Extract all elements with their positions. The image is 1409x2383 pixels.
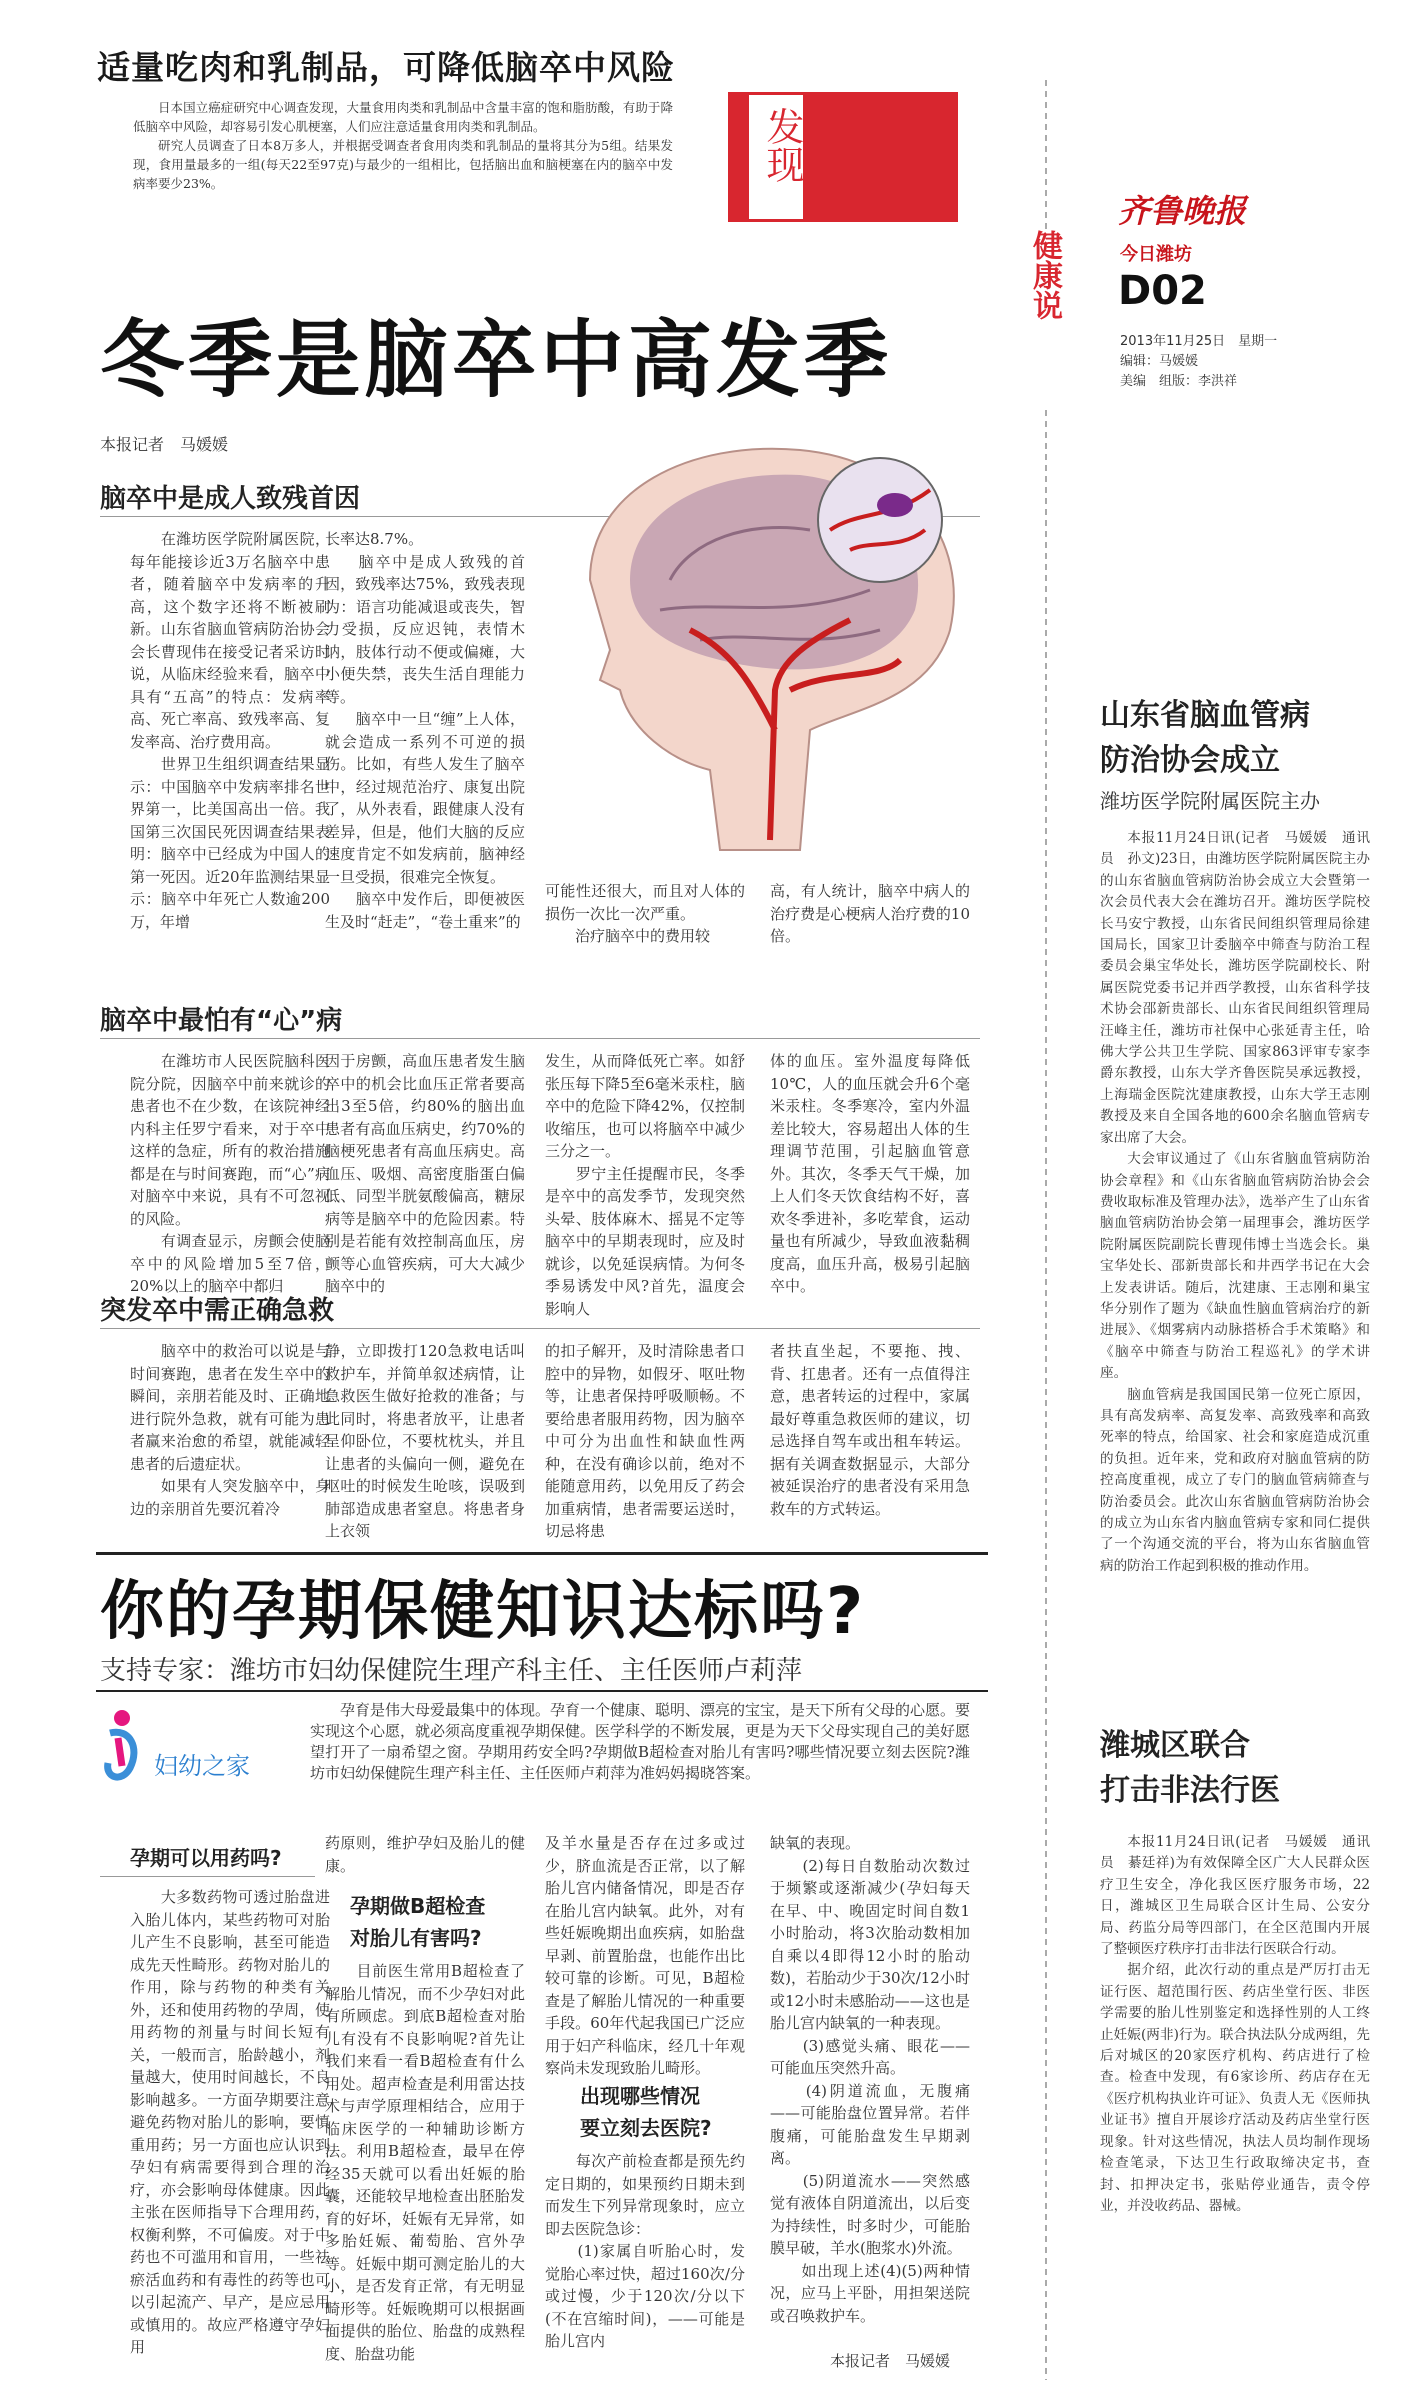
section2-rule: [100, 1038, 980, 1039]
preg-col2-top: 药原则，维护孕妇及胎儿的健康。: [325, 1834, 525, 1875]
sec3-col2: 静，立即拨打120急救电话叫救护车，并简单叙述病情，让急救医生做好抢救的准备；与此同时，将患者放平，让患者呈仰卧位，不要枕枕头，并且让患者的头偏向一侧，避免在呕吐的时候发生呛咳，误吸到肺部造成患者窒息。将患者身上衣领: [325, 1342, 525, 1540]
section3-title: 突发卒中需正确急救: [100, 1296, 335, 1326]
q1-rule: [100, 1876, 315, 1877]
brain-illustration: [550, 430, 990, 870]
sec1-col4: 高，有人统计，脑卒中病人的治疗费是心梗病人治疗费的10倍。: [770, 882, 970, 945]
preg-col3b: 每次产前检查都是预先约定日期的，如果预约日期未到而发生下列异常现象时，应立即去医院急诊： (1)家属自听胎心时，发觉胎心率过快，超过160次/分或过慢，少于120次/分以下(不在宫缩时间)，——可能是胎儿宫内: [545, 2152, 745, 2350]
pregnancy-top-rule: [96, 1552, 988, 1555]
story2-headline-2: 打击非法行医: [1100, 1773, 1280, 1808]
story2-para: 本报11月24日讯(记者 马媛媛 通讯员 綦廷祥)为有效保障全区广大人民群众医疗卫生安全，净化我区医疗服务市场，22日，潍城区卫生局联合区计生局、公安分局、药监分局等四部门，在全区范围内开展了整顿医疗秩序打击非法行医联合行动。: [1100, 1834, 1370, 1958]
story2-headline-1: 潍城区联合: [1100, 1728, 1250, 1763]
story2-para: 据介绍，此次行动的重点是严厉打击无证行医、超范围行医、药店坐堂行医、非医学需要的胎儿性别鉴定和选择性别的人工终止妊娠(两非)行为。联合执法队分成两组，先后对城区的20家医疗机构、药店进行了检查。检查中发现，有6家诊所、药店存在无《医疗机构执业许可证》、负责人无《医师执业证书》擅自开展诊疗活动及药店坐堂行医现象。针对这些情况，执法人员均制作现场检查笔录，下达卫生行政取缔决定书，查封、扣押决定书，张贴停业通告，责令停业，并没收药品、器械。: [1100, 1962, 1370, 2214]
badge-box: [746, 92, 806, 222]
page-number: D02: [1118, 268, 1207, 314]
q3-title-2: 要立刻去医院?: [580, 2116, 712, 2140]
main-byline: 本报记者 马媛媛: [100, 435, 229, 454]
maternal-logo: [100, 1708, 300, 1788]
pregnancy-byline: 本报记者 马媛媛: [830, 2352, 951, 2370]
sec3-col1: 脑卒中的救治可以说是与时间赛跑，患者在发生卒中的瞬间，亲朋若能及时、正确地进行院外急救，就有可能为患者赢来治愈的希望，就能减轻患者的后遗症状。 如果有人突发脑卒中，身边的亲朋首先要沉着冷: [130, 1342, 330, 1518]
story2-body: [1100, 1832, 1370, 2217]
sidebar-dashed-divider: [1036, 80, 1056, 2380]
q2-title-1: 孕期做B超检查: [350, 1894, 486, 1918]
pregnancy-intro: 孕育是伟大母爱最集中的体现。孕育一个健康、聪明、漂亮的宝宝，是天下所有父母的心愿。要实现这个心愿，就必须高度重视孕期保健。医学科学的不断发展，更是为天下父母实现自己的美好愿望打开了一扇希望之窗。孕期用药安全吗?孕期做B超检查对胎儿有害吗?哪些情况要立刻去医院?潍坊市妇幼保健院生理产科主任、主任医师卢莉萍为准妈妈揭晓答案。: [310, 1701, 971, 1782]
section3-rule: [100, 1328, 980, 1329]
editor-line: 编辑：马媛媛: [1120, 354, 1199, 369]
q2-title-2: 对胎儿有害吗?: [350, 1926, 482, 1950]
story1-subhead: 潍坊医学院附属医院主办: [1100, 789, 1320, 813]
section-label: [1022, 230, 1062, 320]
sec2-col1: 在潍坊市人民医院脑科医院分院，因脑卒中前来就诊的患者也不在少数，在该院神经内科主任罗宁看来，对于卒中这样的急症，所有的救治措施都是在与时间赛跑，而“心”病对脑卒中来说，具有不可忽视的风险。 有调查显示，房颤会使脑卒中的风险增加5至7倍，20%以上的脑卒中都归: [130, 1052, 330, 1295]
story1-para: 大会审议通过了《山东省脑血管病防治协会章程》和《山东省脑血管病防治协会会费收取标准及管理办法》，选举产生了山东省脑血管病防治协会第一届理事会，潍坊医学院附属医院副院长曹现伟博士当选会长。巢宝华处长、邵新贵部长和井西学书记在大会上发表讲话。随后，沈建康、王志刚和巢宝华分别作了题为《缺血性脑血管病治疗的新进展》、《烟雾病内动脉搭桥合手术策略》和《脑卒中筛查与防治工程巡礼》的学术讲座。: [1100, 1151, 1370, 1382]
sec3-col4: 者扶直坐起，不要拖、拽、背、扛患者。还有一点值得注意，患者转运的过程中，家属最好尊重急救医师的建议，切忌选择自驾车或出租车转运。据有关调查数据显示，大部分被延误治疗的患者没有采用急救车的方式转运。: [770, 1342, 970, 1518]
preg-col3: 及羊水量是否存在过多或过少，脐血流是否正常，以了解胎儿宫内储备情况，即是否存在胎儿宫内缺氧。此外，对有些妊娠晚期出血疾病，如胎盘早剥、前置胎盘，也能作出比较可靠的诊断。可见，B超检查是了解胎儿情况的一种重要手段。60年代起我国已广泛应用于妇产科临床，经几十年观察尚未发现致胎儿畸形。: [545, 1834, 745, 2077]
top-story-para: 研究人员调查了日本8万多人，并根据受调查者食用肉类和乳制品的量将其分为5组。结果发现，食用量最多的一组(每天22至97克)与最少的一组相比，包括脑出血和脑梗塞在内的脑卒中发病率要少23%。: [133, 138, 673, 191]
section2-title: 脑卒中最怕有“心”病: [100, 1006, 343, 1036]
main-headline: 冬季是脑卒中高发季: [100, 311, 893, 409]
top-story-para: 日本国立癌症研究中心调查发现，大量食用肉类和乳制品中含量丰富的饱和脂肪酸，有助于降低脑卒中风险，却容易引发心肌梗塞，人们应注意适量食用肉类和乳制品。: [133, 100, 673, 134]
sec1-col3: 可能性还很大，而且对人体的损伤一次比一次严重。 治疗脑卒中的费用较: [545, 882, 745, 945]
preg-col1: 大多数药物可透过胎盘进入胎儿体内，某些药物可对胎儿产生不良影响，甚至可能造成先天性畸形。药物对胎儿的作用，除与药物的种类有关外，还和使用药物的孕周，使用药物的剂量与时间长短有关，一般而言，胎龄越小，剂量越大，使用时间越长，不良影响越多。一方面孕期要注意避免药物对胎儿的影响，要慎重用药；另一方面也应认识到孕妇有病需要得到合理的治疗，亦会影响母体健康。因此主张在医师指导下合理用药，权衡利弊，不可偏废。对于中药也不可滥用和盲用，一些祛瘀活血药和有毒性的药等也可以引起流产、早产，是应忌用或慎用的。故应严格遵守孕妇用: [130, 1888, 330, 2356]
mother-child-icon: [100, 1708, 150, 1788]
edition-label: 今日潍坊: [1120, 244, 1192, 265]
q1-title: 孕期可以用药吗?: [130, 1846, 282, 1870]
top-story-headline: 适量吃肉和乳制品，可降低脑卒中风险: [97, 48, 675, 87]
sec2-col3: 发生，从而降低死亡率。如舒张压每下降5至6毫米汞柱，脑卒中的危险下降42%，仅控制收缩压，也可以将脑卒中减少三分之一。 罗宁主任提醒市民，冬季是卒中的高发季节，发现突然头晕、肢体麻木、摇晃不定等脑卒中的早期表现时，应及时就诊，以免延误病情。为何冬季易诱发中风?首先，温度会影响人: [545, 1052, 745, 1318]
section-label-text: 健康说: [1027, 230, 1062, 320]
sec3-col3: 的扣子解开，及时清除患者口腔中的异物，如假牙、呕吐物等，让患者保持呼吸顺畅。不要给患者服用药物，因为脑卒中可分为出血性和缺血性两种，在没有确诊以前，绝对不能随意用药，以免用反了药会加重病情，患者需要运送时，切忌将患: [545, 1342, 745, 1540]
paper-masthead: 齐鲁晚报: [1118, 192, 1247, 230]
discovery-badge: [728, 92, 958, 222]
pregnancy-subhead: 支持专家：潍坊市妇幼保健院生理产科主任、主任医师卢莉萍: [100, 1656, 803, 1686]
story1-headline-2: 防治协会成立: [1100, 743, 1280, 778]
story1-body: [1100, 828, 1370, 1577]
date-line: 2013年11月25日 星期一: [1120, 334, 1278, 349]
section1-title: 脑卒中是成人致残首因: [100, 484, 361, 514]
badge-text: 发现: [760, 107, 804, 183]
preg-col2: 目前医生常用B超检查了解胎儿情况，而不少孕妇对此有所顾虑。到底B超检查对胎儿有没有不良影响呢?首先让我们来看一看B超检查有什么用处。超声检查是利用雷达技术与声学原理相结合，应用于临床医学的一种辅助诊断方法。利用B超检查，最早在停经35天就可以看出妊娠的胎囊，还能较早地检查出胚胎发育的好坏，妊娠有无异常，如多胎妊娠、葡萄胎、宫外孕等。妊娠中期可测定胎儿的大小，是否发育正常，有无明显畸形等。妊娠晚期可以根据画面提供的胎位、胎盘的成熟程度、胎盘功能: [325, 1962, 525, 2363]
pregnancy-sub-rule: [96, 1690, 988, 1692]
logo-text: 妇幼之家: [154, 1752, 250, 1780]
sec1-col1: 在潍坊医学院附属医院，每年能接诊近3万名脑卒中患者，随着脑卒中发病率的升高，这个数字还将不断被刷新。山东省脑血管病防治协会会长曹现伟在接受记者采访时说，从临床经验来看，脑卒中具有“五高”的特点：发病率高、死亡率高、致残率高、复发率高、治疗费用高。 世界卫生组织调查结果显示：中国脑卒中发病率排名世界第一，比美国高出一倍。我国第三次国民死因调查结果表明：脑卒中已经成为中国人的第一死因。近20年监测结果显示：脑卒中年死亡人数逾200万，年增: [130, 530, 330, 931]
pregnancy-headline: 你的孕期保健知识达标吗?: [100, 1575, 866, 1649]
story1-para: 脑血管病是我国国民第一位死亡原因，具有高发病率、高复发率、高致残率和高致死率的特点，给国家、社会和家庭造成沉重的负担。近年来，党和政府对脑血管病的防控高度重视，成立了专门的脑血管病筛查与防治委员会。此次山东省脑血管病防治协会的成立为山东省内脑血管病专家和同仁提供了一个沟通交流的平台，将为山东省脑血管病的防治工作起到积极的推动作用。: [1100, 1386, 1370, 1574]
story1-para: 本报11月24日讯(记者 马媛媛 通讯员 孙文)23日，由潍坊医学院附属医院主办的山东省脑血管病防治协会成立大会暨第一次会员代表大会在潍坊召开。潍坊医学院校长马安宁教授，山东省民间组织管理局徐建国局长，国家卫计委脑卒中筛查与防治工程委员会巢宝华处长，潍坊医学院副校长、附属医院党委书记并西学教授，山东省科学技术协会邵新贵部长、山东省民间组织管理局汪峰主任，潍坊市社保中心张延青主任，哈佛大学公共卫生学院、国家863评审专家李爵东教授，山东大学齐鲁医院吴承远教授，上海瑞金医院沈建康教授，山东大学王志刚教授及来自全国各地的600余名脑血管病专家出席了大会。: [1100, 830, 1370, 1146]
preg-col4: 缺氧的表现。 (2)每日自数胎动次数过于频繁或逐渐减少(孕妇每天在早、中、晚固定时间自数1小时胎动，将3次胎动数相加自乘以4即得12小时的胎动数)，若胎动少于30次/12小时或12小时未感胎动——这也是胎儿宫内缺氧的一种表现。 (3)感觉头痛、眼花——可能血压突然升高。 (4)阴道流血，无腹痛——可能胎盘位置异常。若伴腹痛，可能胎盘发生早期剥离。 (5)阴道流水——突然感觉有液体自阴道流出，以后变为持续性，时多时少，可能胎膜早破，羊水(胞浆水)外流。 如出现上述(4)(5)两种情况，应马上平卧，用担架送院或召唤救护车。: [770, 1834, 970, 2325]
sec2-col2: 因于房颤，高血压患者发生脑卒中的机会比血压正常者要高出3至5倍，约80%的脑出血患者有高血压病史，约70%的脑梗死患者有高血压病史。高血压、吸烟、高密度脂蛋白偏低、同型半胱氨酸偏高，糖尿病等是脑卒中的危险因素。特别是若能有效控制高血压，房颤等心血管疾病，可大大减少脑卒中的: [325, 1052, 525, 1295]
q3-title-1: 出现哪些情况: [580, 2084, 700, 2108]
sec1-col2: 长率达8.7%。 脑卒中是成人致残的首因，致残率达75%，致残表现为：语言功能减退或丧失，智力受损，反应迟钝，表情木讷，肢体行动不便或偏瘫，大小便失禁，丧失生活自理能力等。 脑卒中一旦“缠”上人体，就会造成一系列不可逆的损伤。比如，有些人发生了脑卒中，经过规范治疗、康复出院了，从外表看，跟健康人没有差异，但是，他们大脑的反应速度肯定不如发病前，脑神经一旦受损，很难完全恢复。 脑卒中发作后，即便被医生及时“赶走”，“卷土重来”的: [325, 530, 525, 931]
design-line: 美编 组版：李洪祥: [1120, 374, 1238, 389]
story1-headline-1: 山东省脑血管病: [1100, 698, 1310, 733]
top-story-body: [133, 98, 673, 193]
sec2-col4: 体的血压。室外温度每降低10℃，人的血压就会升6个毫米汞柱。冬季寒冷，室内外温差比较大，容易超出人体的生理调节范围，引起脑血管意外。其次，冬季天气干燥，加上人们冬天饮食结构不好，喜欢冬季进补，多吃荤食，运动量也有所减少，导致血液黏稠度高，血压升高，极易引起脑卒中。: [770, 1052, 970, 1295]
